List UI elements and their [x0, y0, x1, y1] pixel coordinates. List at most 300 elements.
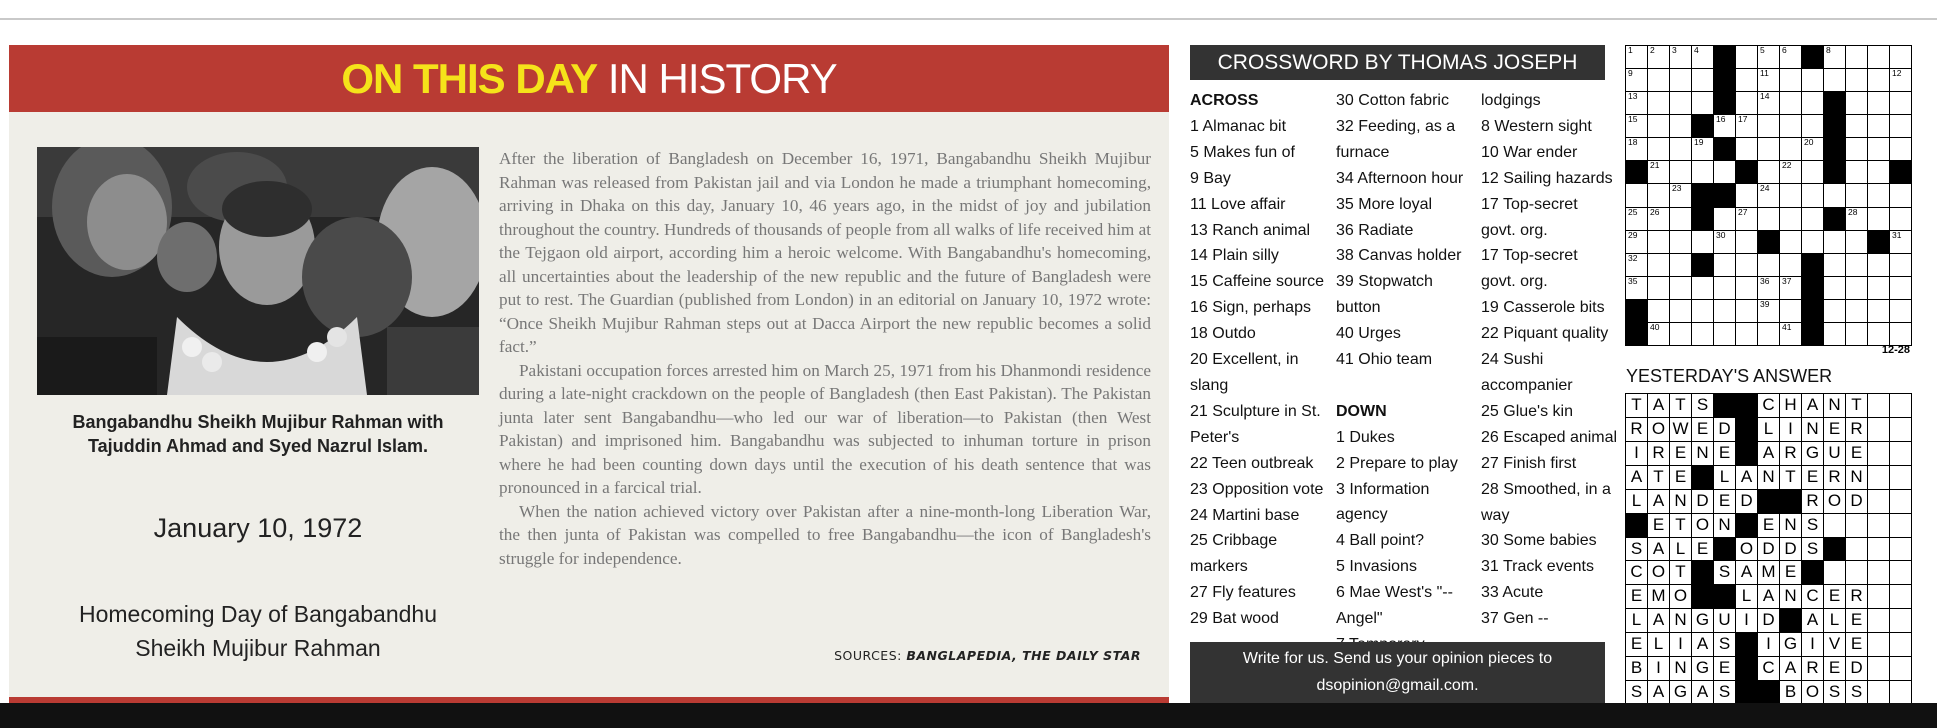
- grid-block: [1824, 92, 1845, 114]
- grid-cell[interactable]: [1626, 208, 1647, 230]
- answer-cell: [1802, 657, 1823, 680]
- answer-letter: T: [1675, 562, 1686, 582]
- clue-number: 41: [1782, 322, 1792, 332]
- grid-cell[interactable]: [1648, 46, 1669, 68]
- grid-cell[interactable]: [1648, 161, 1669, 183]
- grid-cell[interactable]: [1692, 231, 1713, 253]
- answer-cell: [1626, 585, 1647, 608]
- clue-line: DOWN: [1336, 402, 1387, 420]
- answer-letter: L: [1829, 610, 1840, 630]
- answer-cell: [1758, 538, 1779, 561]
- grid-cell[interactable]: [1670, 231, 1691, 253]
- answer-letter: A: [1806, 610, 1819, 630]
- grid-cell[interactable]: [1824, 323, 1845, 345]
- clue-line: 18 Outdo: [1190, 325, 1256, 343]
- article-body: [499, 147, 1151, 570]
- answer-cell: [1670, 490, 1691, 513]
- answer-block: [1714, 538, 1735, 561]
- grid-cell[interactable]: [1890, 231, 1911, 253]
- grid-cell[interactable]: [1890, 184, 1911, 206]
- grid-cell[interactable]: [1868, 208, 1889, 230]
- grid-cell[interactable]: [1736, 231, 1757, 253]
- answer-cell: [1890, 585, 1911, 608]
- grid-cell[interactable]: [1626, 92, 1647, 114]
- answer-letter: E: [1718, 658, 1731, 678]
- answer-cell: [1780, 561, 1801, 584]
- grid-cell[interactable]: [1626, 277, 1647, 299]
- grid-cell[interactable]: [1670, 323, 1691, 345]
- grid-cell[interactable]: [1868, 184, 1889, 206]
- grid-cell[interactable]: [1736, 138, 1757, 160]
- grid-cell[interactable]: [1692, 46, 1713, 68]
- answer-cell: [1648, 561, 1669, 584]
- grid-cell[interactable]: [1714, 277, 1735, 299]
- clue-line: 33 Acute: [1481, 584, 1544, 602]
- grid-cell[interactable]: [1846, 277, 1867, 299]
- grid-cell[interactable]: [1670, 69, 1691, 91]
- grid-cell[interactable]: [1846, 300, 1867, 322]
- grid-cell[interactable]: [1648, 323, 1669, 345]
- answer-cell: [1714, 633, 1735, 656]
- grid-cell[interactable]: [1780, 231, 1801, 253]
- grid-cell[interactable]: [1846, 231, 1867, 253]
- grid-cell[interactable]: [1626, 69, 1647, 91]
- grid-cell[interactable]: [1736, 323, 1757, 345]
- answer-letter: E: [1850, 442, 1863, 462]
- grid-cell[interactable]: [1802, 115, 1823, 137]
- answer-cell: [1692, 442, 1713, 465]
- grid-cell[interactable]: [1802, 184, 1823, 206]
- grid-cell[interactable]: [1824, 69, 1845, 91]
- grid-cell[interactable]: [1758, 254, 1779, 276]
- answer-letter: T: [1653, 466, 1664, 486]
- clue-number: 23: [1672, 184, 1682, 194]
- answer-cell: [1692, 514, 1713, 537]
- grid-cell[interactable]: [1780, 46, 1801, 68]
- grid-cell[interactable]: [1714, 231, 1735, 253]
- grid-cell[interactable]: [1868, 254, 1889, 276]
- page-bottom-bar: [0, 703, 1937, 728]
- grid-cell[interactable]: [1670, 115, 1691, 137]
- answer-cell: [1802, 633, 1823, 656]
- answer-cell: [1846, 609, 1867, 632]
- grid-cell[interactable]: [1758, 323, 1779, 345]
- answer-letter: T: [1631, 395, 1642, 414]
- grid-cell[interactable]: [1824, 231, 1845, 253]
- answer-cell: [1824, 585, 1845, 608]
- answer-letter: E: [1674, 466, 1687, 486]
- answer-cell: [1868, 442, 1889, 465]
- grid-cell[interactable]: [1736, 115, 1757, 137]
- grid-cell[interactable]: [1692, 300, 1713, 322]
- answer-cell: [1846, 585, 1867, 608]
- clue-line: 30 Some babies: [1481, 532, 1597, 550]
- clue-line: button: [1336, 299, 1381, 317]
- answer-cell: [1824, 466, 1845, 489]
- answer-cell: [1802, 442, 1823, 465]
- grid-cell[interactable]: [1846, 161, 1867, 183]
- grid-cell[interactable]: [1780, 323, 1801, 345]
- banner-highlight: ON THIS DAY: [341, 55, 598, 102]
- answer-letter: A: [1784, 658, 1797, 678]
- grid-cell[interactable]: [1780, 92, 1801, 114]
- answer-letter: D: [1762, 538, 1775, 558]
- grid-cell[interactable]: [1868, 69, 1889, 91]
- answer-cell: [1890, 657, 1911, 680]
- grid-cell[interactable]: [1824, 184, 1845, 206]
- grid-cell[interactable]: [1780, 161, 1801, 183]
- grid-cell[interactable]: [1802, 208, 1823, 230]
- grid-cell[interactable]: [1780, 69, 1801, 91]
- grid-cell[interactable]: [1758, 161, 1779, 183]
- answer-letter: E: [1828, 658, 1841, 678]
- grid-cell[interactable]: [1780, 300, 1801, 322]
- grid-cell[interactable]: [1758, 184, 1779, 206]
- answer-cell: [1758, 633, 1779, 656]
- answer-letter: R: [1850, 418, 1863, 438]
- grid-cell[interactable]: [1890, 254, 1911, 276]
- grid-cell[interactable]: [1802, 92, 1823, 114]
- grid-cell[interactable]: [1736, 46, 1757, 68]
- grid-block: [1626, 323, 1647, 345]
- answer-cell: [1780, 466, 1801, 489]
- grid-cell[interactable]: [1780, 277, 1801, 299]
- grid-cell[interactable]: [1626, 115, 1647, 137]
- answer-letter: O: [1695, 514, 1710, 534]
- clue-line: 12 Sailing hazards: [1481, 169, 1613, 187]
- answer-letter: E: [1850, 634, 1863, 654]
- answer-block: [1692, 585, 1713, 608]
- answer-cell: [1846, 394, 1867, 417]
- historic-photo: [37, 147, 479, 395]
- grid-cell[interactable]: [1758, 208, 1779, 230]
- answer-cell: [1626, 418, 1647, 441]
- grid-block: [1824, 138, 1845, 160]
- grid-cell[interactable]: [1714, 115, 1735, 137]
- answer-letter: N: [1784, 586, 1797, 606]
- answer-letter: W: [1672, 418, 1689, 438]
- grid-cell[interactable]: [1890, 69, 1911, 91]
- grid-block: [1802, 46, 1823, 68]
- grid-cell[interactable]: [1890, 138, 1911, 160]
- grid-cell[interactable]: [1846, 69, 1867, 91]
- write-for-us-email[interactable]: dsopinion@gmail.com.: [1316, 677, 1479, 694]
- grid-cell[interactable]: [1714, 208, 1735, 230]
- grid-cell[interactable]: [1758, 138, 1779, 160]
- answer-letter: H: [1784, 395, 1797, 414]
- grid-cell[interactable]: [1670, 254, 1691, 276]
- grid-cell[interactable]: [1758, 92, 1779, 114]
- grid-cell[interactable]: [1670, 92, 1691, 114]
- grid-cell[interactable]: [1736, 69, 1757, 91]
- answer-cell: [1692, 609, 1713, 632]
- grid-cell[interactable]: [1670, 184, 1691, 206]
- grid-cell[interactable]: [1890, 300, 1911, 322]
- answer-cell: [1626, 633, 1647, 656]
- clue-line: agency: [1336, 506, 1388, 524]
- grid-cell[interactable]: [1626, 46, 1647, 68]
- grid-cell[interactable]: [1868, 277, 1889, 299]
- clue-number: 31: [1892, 230, 1902, 240]
- clue-line: 1 Almanac bit: [1190, 117, 1287, 135]
- grid-cell[interactable]: [1890, 323, 1911, 345]
- clue-line: 3 Information: [1336, 480, 1430, 498]
- clue-line: 24 Sushi: [1481, 351, 1544, 369]
- grid-cell[interactable]: [1648, 115, 1669, 137]
- yesterdays-answer-grid: [1625, 393, 1912, 705]
- grid-cell[interactable]: [1692, 92, 1713, 114]
- grid-cell[interactable]: [1846, 208, 1867, 230]
- grid-cell[interactable]: [1780, 138, 1801, 160]
- answer-letter: A: [1652, 682, 1665, 702]
- answer-letter: V: [1828, 634, 1841, 654]
- grid-cell[interactable]: [1736, 92, 1757, 114]
- grid-cell[interactable]: [1868, 92, 1889, 114]
- answer-letter: G: [1695, 658, 1710, 678]
- grid-cell[interactable]: [1626, 184, 1647, 206]
- answer-letter: A: [1652, 538, 1665, 558]
- answer-cell: [1714, 514, 1735, 537]
- grid-cell[interactable]: [1890, 208, 1911, 230]
- grid-cell[interactable]: [1736, 184, 1757, 206]
- grid-cell[interactable]: [1846, 46, 1867, 68]
- answer-letter: N: [1696, 442, 1709, 462]
- answer-cell: [1780, 538, 1801, 561]
- yesterdays-answer-title: YESTERDAY'S ANSWER: [1626, 366, 1833, 386]
- answer-cell: [1670, 681, 1691, 704]
- grid-cell[interactable]: [1802, 138, 1823, 160]
- answer-cell: [1692, 657, 1713, 680]
- clue-number: 21: [1650, 161, 1660, 171]
- grid-cell[interactable]: [1736, 208, 1757, 230]
- grid-block: [1714, 184, 1735, 206]
- answer-letter: M: [1651, 586, 1666, 606]
- grid-cell[interactable]: [1890, 115, 1911, 137]
- answer-block: [1626, 514, 1647, 537]
- clue-line: govt. org.: [1481, 273, 1548, 291]
- answer-cell: [1692, 418, 1713, 441]
- grid-cell[interactable]: [1648, 208, 1669, 230]
- grid-cell[interactable]: [1846, 254, 1867, 276]
- answer-cell: [1868, 561, 1889, 584]
- grid-cell[interactable]: [1670, 161, 1691, 183]
- clue-line: 37 Gen --: [1481, 610, 1549, 628]
- grid-cell[interactable]: [1846, 184, 1867, 206]
- answer-cell: [1824, 514, 1845, 537]
- answer-cell: [1626, 394, 1647, 417]
- grid-cell[interactable]: [1714, 300, 1735, 322]
- grid-cell[interactable]: [1868, 161, 1889, 183]
- clue-number: 35: [1628, 276, 1638, 286]
- grid-cell[interactable]: [1758, 300, 1779, 322]
- grid-cell[interactable]: [1780, 208, 1801, 230]
- grid-cell[interactable]: [1890, 92, 1911, 114]
- grid-cell[interactable]: [1648, 92, 1669, 114]
- answer-letter: N: [1762, 466, 1775, 486]
- grid-cell[interactable]: [1736, 300, 1757, 322]
- grid-cell[interactable]: [1846, 138, 1867, 160]
- grid-cell[interactable]: [1714, 161, 1735, 183]
- grid-cell[interactable]: [1890, 46, 1911, 68]
- answer-letter: D: [1696, 490, 1709, 510]
- clue-line: markers: [1190, 558, 1248, 576]
- answer-cell: [1868, 394, 1889, 417]
- grid-cell[interactable]: [1692, 323, 1713, 345]
- clue-line: 26 Escaped animal: [1481, 428, 1618, 446]
- answer-letter: S: [1718, 562, 1731, 582]
- grid-cell[interactable]: [1824, 254, 1845, 276]
- clue-number: 36: [1760, 276, 1770, 286]
- grid-cell[interactable]: [1868, 115, 1889, 137]
- grid-cell[interactable]: [1736, 254, 1757, 276]
- clue-number: 24: [1760, 184, 1770, 194]
- answer-cell: [1780, 394, 1801, 417]
- grid-cell[interactable]: [1648, 277, 1669, 299]
- answer-letter: A: [1696, 634, 1709, 654]
- grid-cell[interactable]: [1758, 115, 1779, 137]
- answer-letter: M: [1761, 562, 1776, 582]
- grid-cell[interactable]: [1758, 277, 1779, 299]
- grid-cell[interactable]: [1868, 138, 1889, 160]
- clues-column-2: [1336, 88, 1476, 658]
- clue-number: 11: [1760, 69, 1769, 79]
- answer-cell: [1802, 418, 1823, 441]
- grid-cell[interactable]: [1670, 300, 1691, 322]
- clue-line: 38 Canvas holder: [1336, 247, 1462, 265]
- grid-block: [1758, 231, 1779, 253]
- grid-cell[interactable]: [1670, 277, 1691, 299]
- answer-letter: G: [1695, 610, 1710, 630]
- grid-cell[interactable]: [1758, 69, 1779, 91]
- grid-cell[interactable]: [1692, 69, 1713, 91]
- grid-cell[interactable]: [1692, 161, 1713, 183]
- answer-cell: [1868, 490, 1889, 513]
- grid-cell[interactable]: [1670, 46, 1691, 68]
- clue-line: 32 Feeding, as a: [1336, 117, 1456, 135]
- clue-line: 11 Love affair: [1190, 195, 1286, 213]
- event-title-line-2: Sheikh Mujibur Rahman: [135, 635, 381, 661]
- answer-cell: [1824, 418, 1845, 441]
- answer-block: [1780, 609, 1801, 632]
- grid-cell[interactable]: [1692, 138, 1713, 160]
- grid-cell[interactable]: [1648, 254, 1669, 276]
- answer-cell: [1890, 633, 1911, 656]
- section-banner: [9, 45, 1169, 112]
- answer-cell: [1736, 538, 1757, 561]
- grid-cell[interactable]: [1648, 184, 1669, 206]
- grid-cell[interactable]: [1626, 254, 1647, 276]
- grid-cell[interactable]: [1714, 254, 1735, 276]
- grid-cell[interactable]: [1846, 323, 1867, 345]
- grid-cell[interactable]: [1802, 231, 1823, 253]
- grid-cell[interactable]: [1868, 323, 1889, 345]
- answer-letter: A: [1652, 610, 1665, 630]
- clue-number: 20: [1804, 138, 1814, 148]
- grid-cell[interactable]: [1648, 69, 1669, 91]
- answer-cell: [1890, 442, 1911, 465]
- answer-letter: U: [1828, 442, 1841, 462]
- answer-cell: [1736, 609, 1757, 632]
- grid-cell[interactable]: [1868, 300, 1889, 322]
- grid-cell[interactable]: [1648, 138, 1669, 160]
- clue-line: accompanier: [1481, 376, 1573, 394]
- grid-cell[interactable]: [1846, 115, 1867, 137]
- answer-letter: C: [1630, 562, 1643, 582]
- grid-cell[interactable]: [1714, 323, 1735, 345]
- answer-cell: [1714, 561, 1735, 584]
- answer-cell: [1824, 609, 1845, 632]
- answer-letter: I: [1744, 610, 1749, 630]
- grid-cell[interactable]: [1846, 92, 1867, 114]
- answer-cell: [1780, 514, 1801, 537]
- answer-letter: E: [1718, 490, 1731, 510]
- answer-letter: E: [1696, 538, 1709, 558]
- answer-letter: E: [1630, 586, 1643, 606]
- grid-cell[interactable]: [1824, 300, 1845, 322]
- grid-cell[interactable]: [1626, 138, 1647, 160]
- grid-cell[interactable]: [1802, 69, 1823, 91]
- grid-cell[interactable]: [1670, 208, 1691, 230]
- answer-cell: [1648, 538, 1669, 561]
- grid-cell[interactable]: [1692, 277, 1713, 299]
- answer-cell: [1780, 418, 1801, 441]
- banner-rest: IN HISTORY: [607, 55, 837, 102]
- grid-cell[interactable]: [1890, 277, 1911, 299]
- grid-cell[interactable]: [1868, 46, 1889, 68]
- answer-cell: [1802, 681, 1823, 704]
- answer-cell: [1890, 418, 1911, 441]
- answer-cell: [1626, 538, 1647, 561]
- grid-cell[interactable]: [1824, 46, 1845, 68]
- clue-line: 39 Stopwatch: [1336, 273, 1433, 291]
- answer-letter: S: [1696, 395, 1709, 414]
- grid-cell[interactable]: [1670, 138, 1691, 160]
- grid-cell[interactable]: [1824, 277, 1845, 299]
- answer-cell: [1868, 538, 1889, 561]
- answer-letter: N: [1828, 395, 1841, 414]
- clue-line: govt. org.: [1481, 221, 1548, 239]
- answer-cell: [1802, 466, 1823, 489]
- grid-cell[interactable]: [1780, 115, 1801, 137]
- answer-letter: R: [1652, 442, 1665, 462]
- write-for-us-box: [1190, 642, 1605, 703]
- answer-cell: [1714, 442, 1735, 465]
- grid-cell[interactable]: [1758, 46, 1779, 68]
- answer-cell: [1758, 609, 1779, 632]
- clues-column-1: [1190, 88, 1330, 632]
- answer-letter: D: [1762, 610, 1775, 630]
- answer-cell: [1692, 633, 1713, 656]
- answer-letter: E: [1806, 466, 1819, 486]
- grid-cell[interactable]: [1648, 300, 1669, 322]
- answer-cell: [1692, 490, 1713, 513]
- answer-cell: [1648, 681, 1669, 704]
- grid-cell[interactable]: [1780, 254, 1801, 276]
- grid-cell[interactable]: [1736, 277, 1757, 299]
- answer-cell: [1868, 514, 1889, 537]
- grid-cell[interactable]: [1780, 184, 1801, 206]
- answer-cell: [1736, 561, 1757, 584]
- grid-cell[interactable]: [1648, 231, 1669, 253]
- grid-block: [1692, 115, 1713, 137]
- answer-cell: [1868, 466, 1889, 489]
- clue-line: 30 Cotton fabric: [1336, 92, 1449, 109]
- grid-cell[interactable]: [1802, 161, 1823, 183]
- clue-number: 15: [1628, 115, 1638, 125]
- grid-cell[interactable]: [1626, 231, 1647, 253]
- answer-cell: [1692, 538, 1713, 561]
- answer-cell: [1758, 657, 1779, 680]
